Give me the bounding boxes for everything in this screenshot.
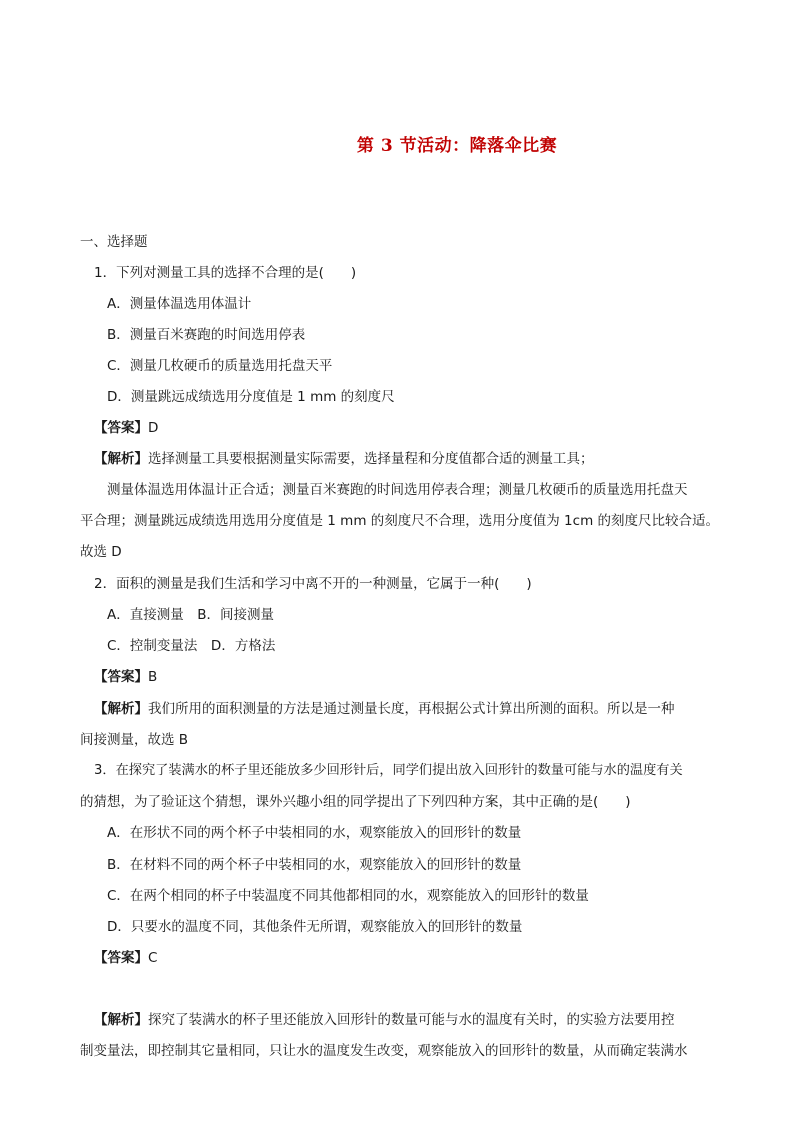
answer-value: D: [148, 420, 159, 436]
answer-value: C: [148, 950, 158, 966]
question-3-analysis-line-1: [94, 1011, 675, 1029]
question-2-analysis-line-1: [94, 700, 675, 718]
analysis-label: 【解析】: [94, 701, 148, 717]
question-3-stem-line-2: 的猜想，为了验证这个猜想，课外兴趣小组的同学提出了下列四种方案，其中正确的是( ): [80, 794, 631, 810]
question-3-option-d: D．只要水的温度不同，其他条件无所谓，观察能放入的回形针的数量: [107, 919, 523, 935]
analysis-text: 我们所用的面积测量的方法是通过测量长度，再根据公式计算出所测的面积。所以是一种: [148, 701, 675, 717]
question-1-option-d: D．测量跳远成绩选用分度值是 1 mm 的刻度尺: [107, 389, 395, 405]
question-3-option-a: A．在形状不同的两个杯子中装相同的水，观察能放入的回形针的数量: [107, 825, 522, 841]
question-1-option-a: A．测量体温选用体温计: [107, 296, 252, 312]
page-title: 第 3 节活动：降落伞比赛: [356, 136, 558, 156]
question-3-stem-line-1: 3．在探究了装满水的杯子里还能放多少回形针后，同学们提出放入回形针的数量可能与水的温度有关: [94, 763, 683, 778]
answer-label: 【答案】: [94, 420, 148, 436]
question-3-option-b: B．在材料不同的两个杯子中装相同的水，观察能放入的回形针的数量: [107, 857, 522, 873]
question-2-options-row-1: A．直接测量 B．间接测量: [107, 607, 274, 623]
answer-value: B: [148, 669, 158, 685]
question-3-option-c: C．在两个相同的杯子中装温度不同其他都相同的水，观察能放入的回形针的数量: [107, 888, 589, 904]
section-heading: 一、选择题: [80, 234, 148, 250]
question-1-answer: [94, 419, 158, 437]
question-1-stem: 1．下列对测量工具的选择不合理的是( ): [94, 265, 357, 281]
question-1-analysis-line-1: [94, 450, 594, 468]
question-3-analysis-line-2: 制变量法，即控制其它量相同，只让水的温度发生改变，观察能放入的回形针的数量，从而确定装满水: [80, 1043, 688, 1059]
question-3-answer: [94, 949, 157, 967]
analysis-text: 选择测量工具要根据测量实际需要，选择量程和分度值都合适的测量工具；: [148, 451, 594, 467]
analysis-text: 探究了装满水的杯子里还能放入回形针的数量可能与水的温度有关时，的实验方法要用控: [148, 1012, 675, 1028]
question-1-analysis-line-3: 平合理；测量跳远成绩选用选用分度值是 1 mm 的刻度尺不合理，选用分度值为 1cm 的刻度尺比较合适。: [80, 513, 720, 529]
question-1-option-b: B．测量百米赛跑的时间选用停表: [107, 327, 306, 343]
question-2-stem: 2．面积的测量是我们生活和学习中离不开的一种测量，它属于一种( ): [94, 576, 532, 592]
analysis-label: 【解析】: [94, 1012, 148, 1028]
analysis-label: 【解析】: [94, 451, 148, 467]
question-2-options-row-2: C．控制变量法 D．方格法: [107, 638, 276, 654]
question-1-option-c: C．测量几枚硬币的质量选用托盘天平: [107, 358, 333, 374]
answer-label: 【答案】: [94, 669, 148, 685]
question-2-answer: [94, 668, 157, 686]
answer-label: 【答案】: [94, 950, 148, 966]
question-1-analysis-line-4: 故选 D: [80, 544, 122, 560]
question-1-analysis-line-2: 测量体温选用体温计正合适；测量百米赛跑的时间选用停表合理；测量几枚硬币的质量选用托盘天: [107, 482, 688, 498]
question-2-analysis-line-2: 间接测量，故选 B: [80, 732, 189, 748]
